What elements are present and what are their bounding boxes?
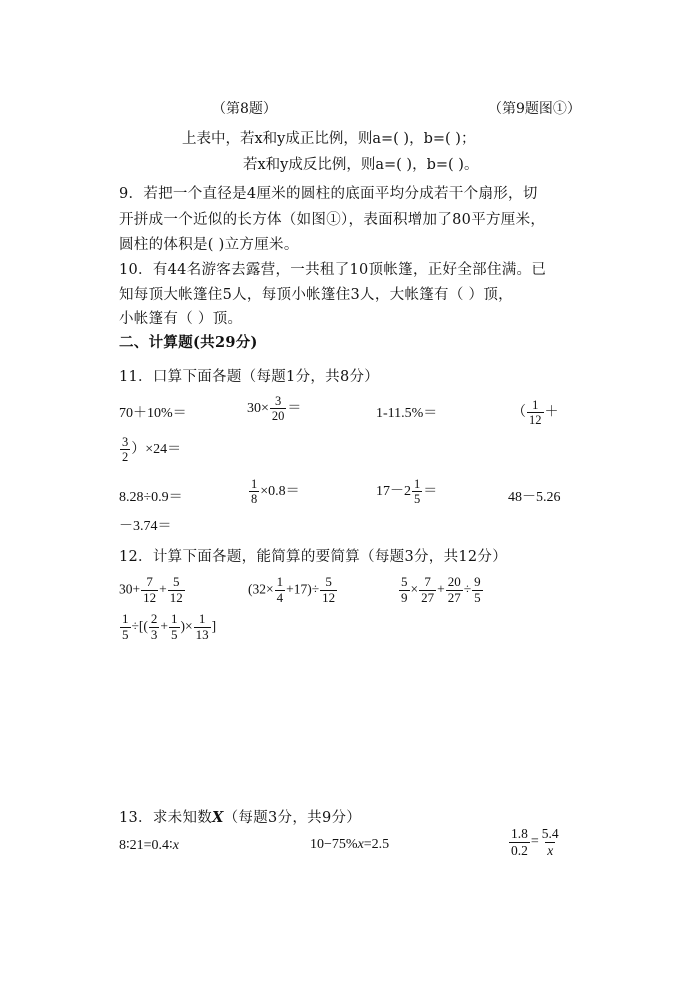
- q13-expr-3: $\frac{1.8}{0.2}$ = $\frac{5.4}{x}$: [511, 826, 559, 858]
- q12-expr-4: $\frac{1}{5}$ ÷[( $\frac{2}{3}$ + $\frac{1}{5}$ )× $\frac{1}{13}$ ]: [122, 611, 217, 642]
- q10-line-2: 知每顶大帐篷住5人，每顶小帐篷住3人，大帐篷有（ ）顶，: [119, 287, 513, 303]
- q11-expr-4-part-1: （ $\frac{1}{12}$ ＋: [512, 398, 559, 428]
- figure-9-caption: （第9题图①）: [488, 101, 581, 117]
- q11-expr-7: 17－2 $\frac{1}{5}$ ＝: [376, 477, 438, 507]
- q12-expr-1: 30+ $\frac{7}{12}$ + $\frac{5}{12}$: [119, 574, 183, 605]
- q11-expr-5: 8.28÷0.9＝: [119, 490, 183, 505]
- q11-expr-3: 1-11.5%＝: [376, 406, 438, 421]
- q8-line-1: 上表中，若x和y成正比例，则a=( )，b=( )；: [182, 131, 476, 147]
- q11-expr-8-part-2: －3.74＝: [119, 519, 172, 534]
- q11-expr-2: 30× $\frac{3}{20}$ ＝: [247, 394, 302, 424]
- q11-expr-6: $\frac{1}{8}$ ×0.8＝: [251, 477, 300, 507]
- q12-expr-3: $\frac{5}{9}$ × $\frac{7}{27}$ + $\frac{20}{27}$ ÷ $\frac{9}{5}$: [401, 574, 481, 605]
- q13-expr-2: 10−75%x=2.5: [310, 837, 390, 852]
- q13-title: 13．求未知数X（每题3分，共9分）: [119, 809, 362, 826]
- q10-line-1: 10．有44名游客去露营，一共租了10顶帐篷，正好全部住满。已: [119, 262, 547, 278]
- q11-title: 11．口算下面各题（每题1分，共8分）: [119, 369, 380, 385]
- q8-line-2: 若x和y成反比例，则a=( )，b=( )。: [243, 157, 479, 173]
- q9-line-3: 圆柱的体积是( )立方厘米。: [119, 237, 299, 253]
- q11-expr-4-part-2: $\frac{3}{2}$ ）×24＝: [122, 435, 182, 465]
- q11-expr-8-part-1: 48－5.26: [508, 490, 561, 505]
- q10-line-3: 小帐篷有（ ）顶。: [119, 311, 243, 327]
- q11-expr-1: 70＋10%＝: [119, 406, 187, 421]
- figure-8-caption: （第8题）: [212, 101, 277, 117]
- q12-title: 12．计算下面各题，能简算的要简算（每题3分，共12分）: [119, 549, 508, 565]
- q9-line-1: 9．若把一个直径是4厘米的圆柱的底面平均分成若干个扇形，切: [119, 186, 538, 202]
- q9-line-2: 开拼成一个近似的长方体（如图①），表面积增加了80平方厘米，: [119, 212, 546, 228]
- section-2-title: 二、计算题(共29分): [119, 334, 258, 351]
- q13-expr-1: 8∶21=0.4∶x: [119, 838, 179, 853]
- q12-expr-2: (32× $\frac{1}{4}$ +17)÷ $\frac{5}{12}$: [248, 574, 336, 605]
